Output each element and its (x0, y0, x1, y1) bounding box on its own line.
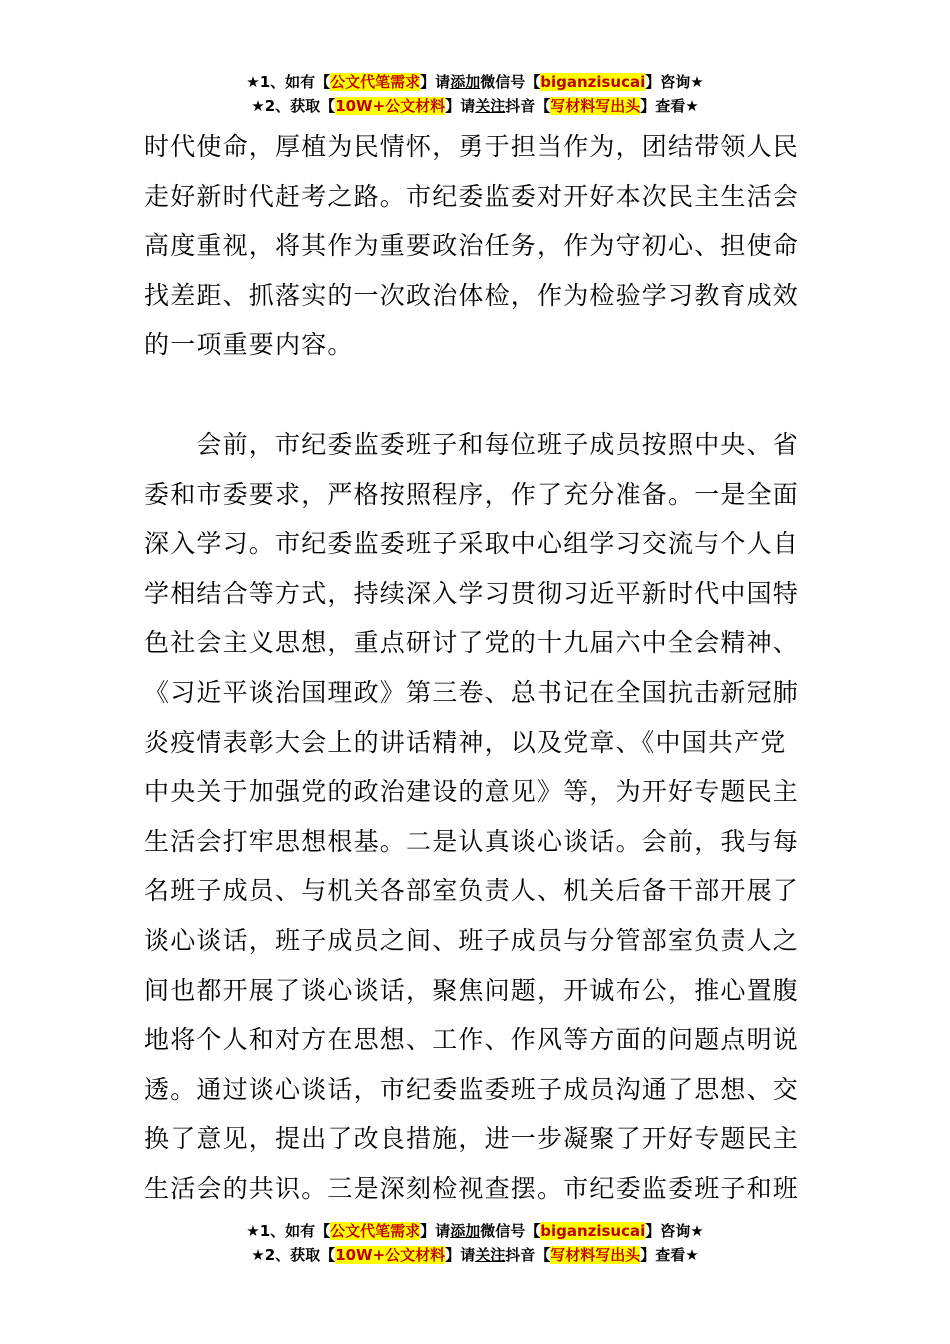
text-line: 走好新时代赶考之路。市纪委监委对开好本次民主生活会 (144, 181, 800, 211)
banner-line-2 (0, 94, 950, 118)
banner-text: ★1、如有【 (246, 73, 331, 91)
highlight-douyin-account: 写材料写出头 (550, 1246, 641, 1264)
text-line: 会前，市纪委监委班子和每位班子成员按照中央、省 (144, 430, 800, 459)
banner-text: 】咨询★ (645, 73, 704, 91)
banner-text: 】查看★ (640, 97, 699, 115)
banner-text: 】请 (420, 73, 451, 91)
highlight-materials: 10W+公文材料 (335, 97, 446, 115)
banner-text: 】请 (445, 1246, 476, 1264)
text-line: 地将个人和对方在思想、工作、作风等方面的问题点明说 (144, 1025, 800, 1055)
banner-underlined-text: 关注 (475, 1246, 506, 1264)
text-line: 委和市委要求，严格按照程序，作了充分准备。一是全面 (144, 479, 800, 509)
paragraph-2 (144, 420, 808, 1214)
highlight-douyin-account: 写材料写出头 (550, 97, 641, 115)
banner-text: 抖音【 (505, 1246, 551, 1264)
text-line: 炎疫情表彰大会上的讲话精神，以及党章、《中国共产党 (144, 727, 787, 757)
banner-text: 微信号【 (480, 73, 541, 91)
banner-text: ★2、获取【 (251, 1246, 336, 1264)
text-line: 《习近平谈治国理政》第三卷、总书记在全国抗击新冠肺 (144, 677, 800, 707)
highlight-materials: 10W+公文材料 (335, 1246, 446, 1264)
paragraph-1 (144, 122, 808, 370)
banner-text: 】请 (420, 1222, 451, 1240)
header-banner (0, 70, 950, 118)
banner-underlined-text: 关注 (475, 97, 506, 115)
text-line: 名班子成员、与机关各部室负责人、机关后备干部开展了 (144, 876, 800, 906)
banner-text: 微信号【 (480, 1222, 541, 1240)
text-line: 深入学习。市纪委监委班子采取中心组学习交流与个人自 (144, 529, 800, 559)
text-line: 换了意见，提出了改良措施，进一步凝聚了开好专题民主 (144, 1124, 800, 1154)
banner-underlined-text: 添加 (450, 73, 481, 91)
highlight-wechat-id: biganzisucai (540, 73, 646, 91)
banner-line-1 (0, 1219, 950, 1243)
banner-line-1 (0, 70, 950, 94)
text-line: 的一项重要内容。 (144, 330, 354, 360)
text-line: 色社会主义思想，重点研讨了党的十九届六中全会精神、 (144, 628, 800, 658)
banner-text: 】咨询★ (645, 1222, 704, 1240)
highlight-service: 公文代笔需求 (330, 1222, 421, 1240)
banner-text: ★1、如有【 (246, 1222, 331, 1240)
text-line: 生活会打牢思想根基。二是认真谈心谈话。会前，我与每 (144, 826, 800, 856)
banner-underlined-text: 添加 (450, 1222, 481, 1240)
text-line: 学相结合等方式，持续深入学习贯彻习近平新时代中国特 (144, 578, 800, 608)
highlight-service: 公文代笔需求 (330, 73, 421, 91)
banner-text: 】请 (445, 97, 476, 115)
text-line: 中央关于加强党的政治建设的意见》等，为开好专题民主 (144, 777, 800, 807)
banner-text: ★2、获取【 (251, 97, 336, 115)
text-line: 找差距、抓落实的一次政治体检，作为检验学习教育成效 (144, 280, 800, 310)
text-line: 间也都开展了谈心谈话，聚焦问题，开诚布公，推心置腹 (144, 975, 800, 1005)
banner-text: 抖音【 (505, 97, 551, 115)
highlight-wechat-id: biganzisucai (540, 1222, 646, 1240)
text-line: 谈心谈话，班子成员之间、班子成员与分管部室负责人之 (144, 925, 800, 955)
banner-line-2 (0, 1243, 950, 1267)
text-line: 透。通过谈心谈话，市纪委监委班子成员沟通了思想、交 (144, 1074, 800, 1104)
text-line: 时代使命，厚植为民情怀，勇于担当作为，团结带领人民 (144, 132, 800, 161)
banner-text: 】查看★ (640, 1246, 699, 1264)
text-line: 生活会的共识。三是深刻检视查摆。市纪委监委班子和班 (144, 1173, 800, 1203)
footer-banner (0, 1219, 950, 1267)
text-line: 高度重视，将其作为重要政治任务，作为守初心、担使命 (144, 231, 800, 261)
